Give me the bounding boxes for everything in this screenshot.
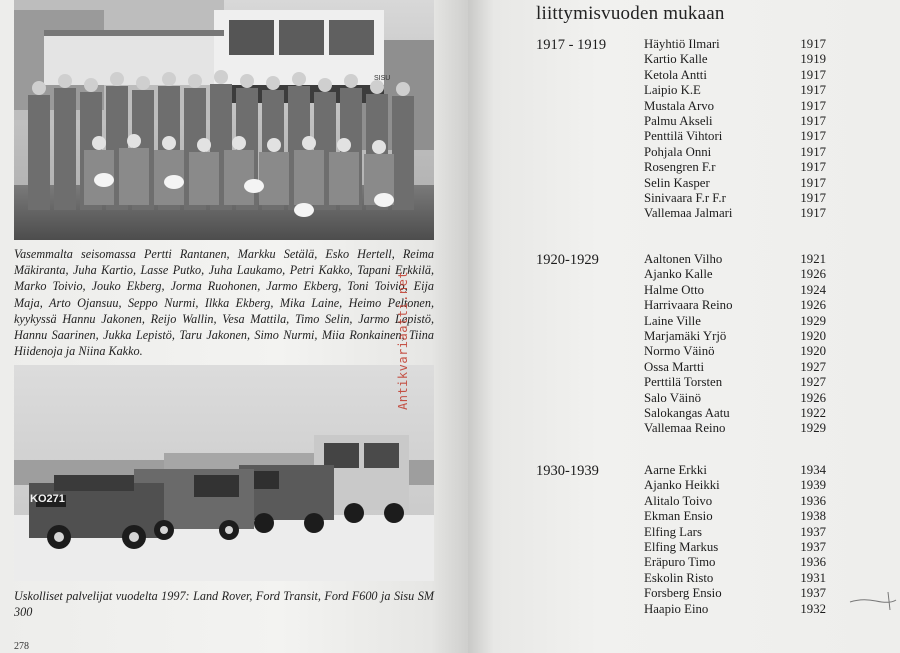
member-year: 1926 (800, 267, 826, 282)
watermark: Antikvariaatti.net (396, 270, 410, 410)
page-number: 278 (14, 641, 29, 652)
member-name: Ossa Martti (644, 359, 705, 374)
member-year: 1922 (800, 406, 826, 420)
vehicles-photo-image (14, 365, 434, 581)
member-name: Laipio K.E (644, 83, 701, 98)
member-row (644, 344, 826, 359)
group-photo-image (14, 0, 434, 240)
group-photo (14, 0, 434, 240)
member-name: Aarne Erkki (644, 463, 707, 477)
member-name: Mustala Arvo (644, 98, 715, 113)
member-row (644, 206, 826, 221)
member-year: 1939 (800, 478, 826, 493)
member-row (644, 145, 826, 160)
member-name: Alitalo Toivo (644, 493, 713, 508)
member-row (644, 463, 826, 478)
member-year: 1917 (800, 67, 826, 82)
member-row (644, 421, 826, 436)
member-name: Selin Kasper (644, 175, 710, 190)
truck-brand-text: SISU (374, 75, 391, 82)
member-year: 1917 (800, 206, 826, 221)
member-year: 1934 (800, 463, 826, 477)
member-row (644, 406, 826, 421)
member-row (644, 571, 826, 586)
member-name: Kartio Kalle (644, 52, 708, 67)
member-name: Sinivaara F.r F.r (644, 191, 726, 205)
member-year: 1919 (800, 52, 826, 67)
member-name: Salokangas Aatu (644, 406, 730, 420)
member-name: Vallemaa Reino (644, 421, 726, 436)
member-row (644, 360, 826, 375)
member-year: 1917 (800, 160, 826, 175)
member-name: Palmu Akseli (644, 114, 713, 128)
member-year: 1917 (800, 175, 826, 190)
member-year: 1929 (800, 421, 826, 436)
member-name: Halme Otto (644, 282, 705, 297)
member-row (644, 329, 826, 344)
member-year: 1917 (800, 37, 826, 51)
member-year: 1924 (800, 282, 826, 297)
member-year: 1937 (800, 586, 826, 601)
member-name: Rosengren F.r (644, 160, 716, 175)
member-row (644, 83, 826, 98)
member-name: Ajanko Heikki (644, 478, 720, 493)
member-year: 1932 (800, 601, 826, 616)
member-name: Marjamäki Yrjö (644, 329, 727, 343)
member-name: Elfing Lars (644, 524, 702, 539)
member-row (644, 525, 826, 540)
member-row (644, 267, 826, 282)
member-row (644, 252, 826, 267)
member-row (644, 478, 826, 493)
member-row (644, 283, 826, 298)
member-name: Penttilä Vihtori (644, 129, 723, 144)
member-year: 1938 (800, 509, 826, 524)
member-year: 1917 (800, 98, 826, 113)
member-name: Eskolin Risto (644, 570, 714, 585)
license-plate-text: KO271 (30, 493, 65, 505)
member-name: Forsberg Ensio (644, 586, 722, 601)
member-year: 1927 (800, 359, 826, 374)
member-row (644, 494, 826, 509)
member-year: 1917 (800, 144, 826, 159)
member-name: Ketola Antti (644, 67, 707, 82)
member-row (644, 314, 826, 329)
member-year: 1936 (800, 493, 826, 508)
member-year: 1917 (800, 114, 826, 128)
member-row (644, 176, 826, 191)
member-name: Elfing Markus (644, 540, 719, 554)
vehicles-photo-caption: Uskolliset palvelijat vuodelta 1997: Land Rover, Ford Transit, Ford F600 ja Sisu SM 300 (14, 589, 434, 620)
member-row (644, 129, 826, 144)
section-title: liittymisvuoden mukaan (536, 3, 725, 24)
member-year: 1931 (800, 570, 826, 585)
member-row (644, 602, 826, 617)
member-row (644, 52, 826, 67)
member-name: Eräpuro Timo (644, 555, 716, 570)
member-year: 1917 (800, 83, 826, 98)
member-year: 1921 (800, 252, 826, 266)
member-name: Salo Väinö (644, 390, 701, 405)
period-heading: 1920-1929 (536, 252, 599, 268)
member-row (644, 375, 826, 390)
member-year: 1917 (800, 129, 826, 144)
member-name: Ajanko Kalle (644, 267, 713, 282)
member-year: 1926 (800, 298, 826, 313)
member-year: 1920 (800, 344, 826, 359)
member-row (644, 509, 826, 524)
member-name: Pohjala Onni (644, 144, 712, 159)
member-name: Harrivaara Reino (644, 298, 733, 313)
member-row (644, 68, 826, 83)
member-row (644, 37, 826, 52)
member-row (644, 99, 826, 114)
member-name: Häyhtiö Ilmari (644, 37, 720, 51)
member-row (644, 540, 826, 555)
member-year: 1926 (800, 390, 826, 405)
member-name: Laine Ville (644, 313, 701, 328)
pen-mark (848, 586, 898, 616)
member-row (644, 555, 826, 570)
member-row (644, 114, 826, 129)
member-year: 1927 (800, 375, 826, 390)
member-name: Normo Väinö (644, 344, 715, 359)
member-name: Vallemaa Jalmari (644, 206, 733, 221)
member-name: Perttilä Torsten (644, 375, 723, 390)
member-name: Haapio Eino (644, 601, 709, 616)
member-row (644, 191, 826, 206)
member-year: 1937 (800, 524, 826, 539)
member-year: 1917 (800, 191, 826, 205)
member-row (644, 586, 826, 601)
member-name: Ekman Ensio (644, 509, 713, 524)
group-photo-caption: Vasemmalta seisomassa Pertti Rantanen, Markku Setälä, Esko Hertell, Reima Mäkiranta, Juha Kartio, Lasse Putko, Juha Laukamo, Petri Kakko, Tapani Erkkilä, Marko Toivio, Jouko Ekberg, Jorma Ruohonen, Jarmo Ekberg, Toni Toivio, Eija Maja, Arto Ojansuu, Seppo Nurmi, Ilkka Ekberg, Mika Laine, Heimo Peltonen, kyykyssä Hannu Jakonen, Reijo Wallin, Vesa Mattila, Timo Selin, Jarmo Lepistö, Hannu Saarinen, Jukka Lepistö, Taru Jakonen, Simo Nurmi, Miia Ronkainen, Tiina Hiidenoja ja Niina Kakko. (14, 247, 434, 359)
period-heading: 1917 - 1919 (536, 37, 607, 53)
member-year: 1937 (800, 540, 826, 554)
member-year: 1920 (800, 329, 826, 343)
member-row (644, 391, 826, 406)
member-year: 1929 (800, 313, 826, 328)
member-row (644, 160, 826, 175)
member-row (644, 298, 826, 313)
member-name: Aaltonen Vilho (644, 252, 723, 266)
vehicles-photo (14, 365, 434, 581)
period-heading: 1930-1939 (536, 463, 599, 479)
member-year: 1936 (800, 555, 826, 570)
